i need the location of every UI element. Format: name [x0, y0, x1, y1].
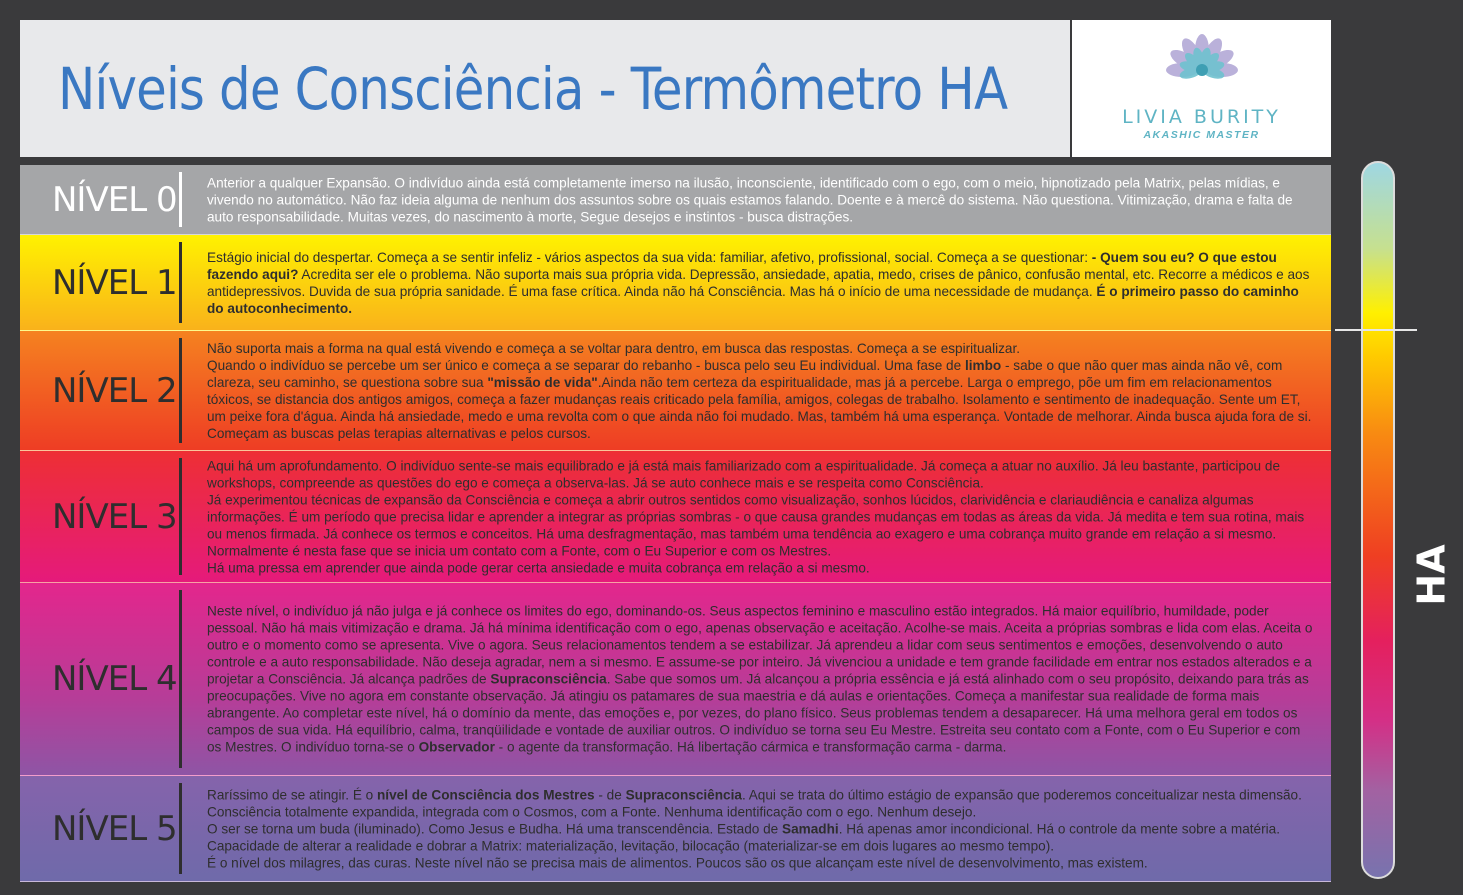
level-paragraph	[207, 457, 1317, 491]
description-text: - de	[594, 787, 626, 802]
level-description	[207, 603, 1317, 756]
level-label: NÍVEL 0	[52, 179, 177, 220]
level-label: NÍVEL 2	[52, 370, 177, 411]
level-description	[207, 786, 1317, 871]
level-paragraph	[207, 854, 1317, 871]
description-text: .Ainda não tem certeza da espiritualidade, mas já a percebe. Larga o emprego, põe um fim em relacionamentos tóxicos, se distancia dos antigos amigos, começa a fazer mudanças reais criticado pela família, amigos, colegas de trabalho. Isolamento e sentimento de inadequação. Sente um ET, um peixe fora d'água. Ainda há ansiedade, medo e uma revolta com o que ainda não foi mudado. Mas, também há uma esperança. Vontade de melhorar. Ainda busca ajuda fora de si. Começam as buscas pelas terapias alternativas e pelos cursos.	[207, 374, 1312, 441]
level-2-row	[20, 331, 1331, 451]
level-divider	[179, 338, 182, 443]
description-text: - o agente da transformação. Há libertação cármica e transformação carma - darma.	[494, 739, 1007, 755]
level-divider	[179, 783, 182, 874]
ha-thermometer	[1361, 161, 1395, 879]
thermometer-marker-line	[1335, 329, 1417, 331]
level-divider	[179, 590, 182, 768]
emphasis-text: Supraconsciência	[490, 671, 607, 687]
level-paragraph	[207, 174, 1317, 225]
level-paragraph	[207, 340, 1317, 357]
description-text: Já experimentou técnicas de expansão da Consciência e começa a abrir outros sentidos como visualização, sonhos lúcidos, clarividência e clariaudiência e canaliza algumas informações. É um período que precisa lidar e aprender a integrar as próprias sombras - o que causa grandes mudanças em todas as áreas da vida. Já medita e tem sua rotina, mais ou menos firmada. Já conhece os termos e conceitos. Há uma desfragmentação, mas também uma tendência ao exagero e uma cobrança muito grande em relação a si mesmo. Normalmente é nesta fase que se inicia um contato com a Fonte, com o Eu Superior e com os Mestres.	[207, 492, 1305, 558]
level-paragraph	[207, 559, 1317, 576]
emphasis-text: Observador	[418, 739, 495, 755]
level-paragraph	[207, 603, 1317, 756]
levels-list	[20, 165, 1331, 882]
level-divider	[179, 172, 182, 227]
level-paragraph	[207, 820, 1317, 854]
emphasis-text: "missão de vida"	[487, 374, 598, 390]
description-text: . Sabe que somos um. Já alcançou a própria essência e já está alinhado com o seu propósito, deixando para trás as preocupações. Vive no agora em constante observação. Já atingiu os patamares de sua maestria e dá aulas e orientações. Começa a manifestar sua realidade de forma mais abrangente. Ao completar este nível, há o domínio da mente, das emoções e, por vezes, do plano físico. Seus problemas tendem a desaparecer. Há uma melhora geral em todos os campos de sua vida. Há equilíbrio, calma, tranqüilidade e vontade de auxiliar outros. O indivíduo se torna seu Eu Mestre. Estreita seu contato com a Fonte, com o Eu Superior e com os Mestres. O indivíduo torna-se o	[207, 671, 1309, 755]
level-1-row	[20, 235, 1331, 331]
logo-subtitle: AKASHIC MASTER	[1143, 129, 1260, 141]
emphasis-text: nível de Consciência dos Mestres	[377, 787, 595, 802]
description-text: . Há apenas amor incondicional. Há o controle da mente sobre a matéria. Capacidade de alterar a realidade e dobrar a Matrix: materialização, levitação, bilocação (materializar-se em dois lugares ao mesmo tempo).	[207, 821, 1280, 853]
level-paragraph	[207, 357, 1317, 442]
level-description	[207, 249, 1317, 317]
description-text: Anterior a qualquer Expansão. O indivíduo ainda está completamente imerso na ilusão, inconsciente, identificado com o ego, com o meio, hipnotizado pela Matrix, pelas mídias, e vivendo no automático. Não faz ideia alguma de nenhum dos assuntos sobre os quais estamos falando. Doente e à mercê do sistema. Não questiona. Vitimização, drama e falta de auto responsabilidade. Muitas vezes, do nascimento à morte, Segue desejos e instintos - busca distrações.	[207, 175, 1293, 224]
level-paragraph	[207, 249, 1317, 317]
ha-label: HA	[1410, 544, 1454, 606]
emphasis-text: É o primeiro passo do caminho do autoconhecimento.	[207, 283, 1299, 316]
level-label: NÍVEL 4	[52, 659, 177, 699]
description-text: Há uma pressa em aprender que ainda pode gerar certa ansiedade e muita cobrança em relação a si mesmo.	[207, 560, 870, 575]
emphasis-text: - Quem sou eu? O que estou fazendo aqui?	[207, 249, 1277, 282]
description-text: Estágio inicial do despertar. Começa a se sentir infeliz - vários aspectos da sua vida: familiar, afetivo, profissional, social. Começa a se questionar:	[207, 249, 1092, 265]
description-text: - sabe o que não quer mas ainda não vê, com clareza, seu caminho, se questiona sobre sua	[207, 357, 1283, 390]
emphasis-text: Supraconsciência	[625, 787, 742, 802]
description-text: Neste nível, o indivíduo já não julga e já conhece os limites do ego, dominando-os. Seus aspectos feminino e masculino estão integrados. Há maior equilíbrio, humildade, poder pessoal. Não há mais vitimização e drama. Já há mínima identificação com o ego, apenas observação e aceitação. Acolhe-se mais. Aceita a próprias sombras e lida com elas. Aceita o outro e o momento como se apresenta. Vive o agora. Seus relacionamentos tendem a se estabilizar. Já aprendeu a lidar com seus sentimentos e emoções, desenvolvendo o auto controle e a auto responsabilidade. Não deseja agradar, nem a si mesmo. E assume-se por inteiro. Já vivenciou a unidade e tem grande facilidade em entrar nos estados alterados e a projetar a Consciência. Já alcança padrões de	[207, 603, 1313, 687]
level-description	[207, 340, 1317, 442]
description-text: . Aqui se trata do último estágio de expansão que poderemos conceitualizar nesta dimensão. Consciência totalmente expandida, integrada com o Cosmos, com a Fonte. Nenhuma identificação com o ego. Nenhum desejo.	[207, 787, 1302, 819]
description-text: É o nível dos milagres, das curas. Neste nível não se precisa mais de alimentos. Poucos são os que alcançam este nível de desenvolvimento, mas existem.	[207, 855, 1148, 870]
description-text: O ser se torna um buda (iluminado). Como Jesus e Budha. Há uma transcendência. Estado de	[207, 821, 783, 836]
logo	[1072, 20, 1331, 157]
description-text: Não suporta mais a forma na qual está vivendo e começa a se voltar para dentro, em busca das respostas. Começa a se espiritualizar.	[207, 340, 1021, 356]
logo-name: LIVIA BURITY	[1122, 106, 1281, 128]
description-text: Raríssimo de se atingir. É o	[207, 787, 377, 802]
level-paragraph	[207, 786, 1317, 820]
description-text: Quando o indivíduo se percebe um ser único e começa a se separar do rebanho - busca pelo seu Eu individual. Uma fase de	[207, 357, 965, 373]
level-4-row	[20, 583, 1331, 776]
description-text: Aqui há um aprofundamento. O indivíduo sente-se mais equilibrado e já está mais familiarizado com a espiritualidade. Já começa a atuar no auxílio. Já leu bastante, participou de workshops, compreende as questões do ego e começa a observa-las. Já se auto conhece mais e se respeita como Consciência.	[207, 458, 1281, 490]
header	[20, 20, 1070, 157]
emphasis-text: Samadhi	[782, 821, 839, 836]
lotus-flower-icon	[1154, 34, 1250, 102]
level-divider	[179, 458, 182, 575]
level-description	[207, 457, 1317, 576]
level-divider	[179, 242, 182, 323]
level-label: NÍVEL 1	[52, 262, 177, 303]
level-0-row	[20, 165, 1331, 235]
emphasis-text: limbo	[964, 357, 1002, 373]
level-5-row	[20, 776, 1331, 882]
level-label: NÍVEL 3	[52, 496, 177, 537]
level-label: NÍVEL 5	[52, 808, 177, 849]
description-text: Acredita ser ele o problema. Não suporta mais sua própria vida. Depressão, ansiedade, apatia, medo, crises de pânico, confusão mental, etc. Recorre a médicos e aos antidepressivos. Duvida de sua própria sanidade. É uma fase crítica. Ainda não há Consciência. Mas há o início de uma necessidade de mudança.	[207, 266, 1310, 299]
level-description	[207, 174, 1317, 225]
page-title: Níveis de Consciência - Termômetro HA	[58, 55, 1008, 123]
level-paragraph	[207, 491, 1317, 559]
level-3-row	[20, 451, 1331, 583]
